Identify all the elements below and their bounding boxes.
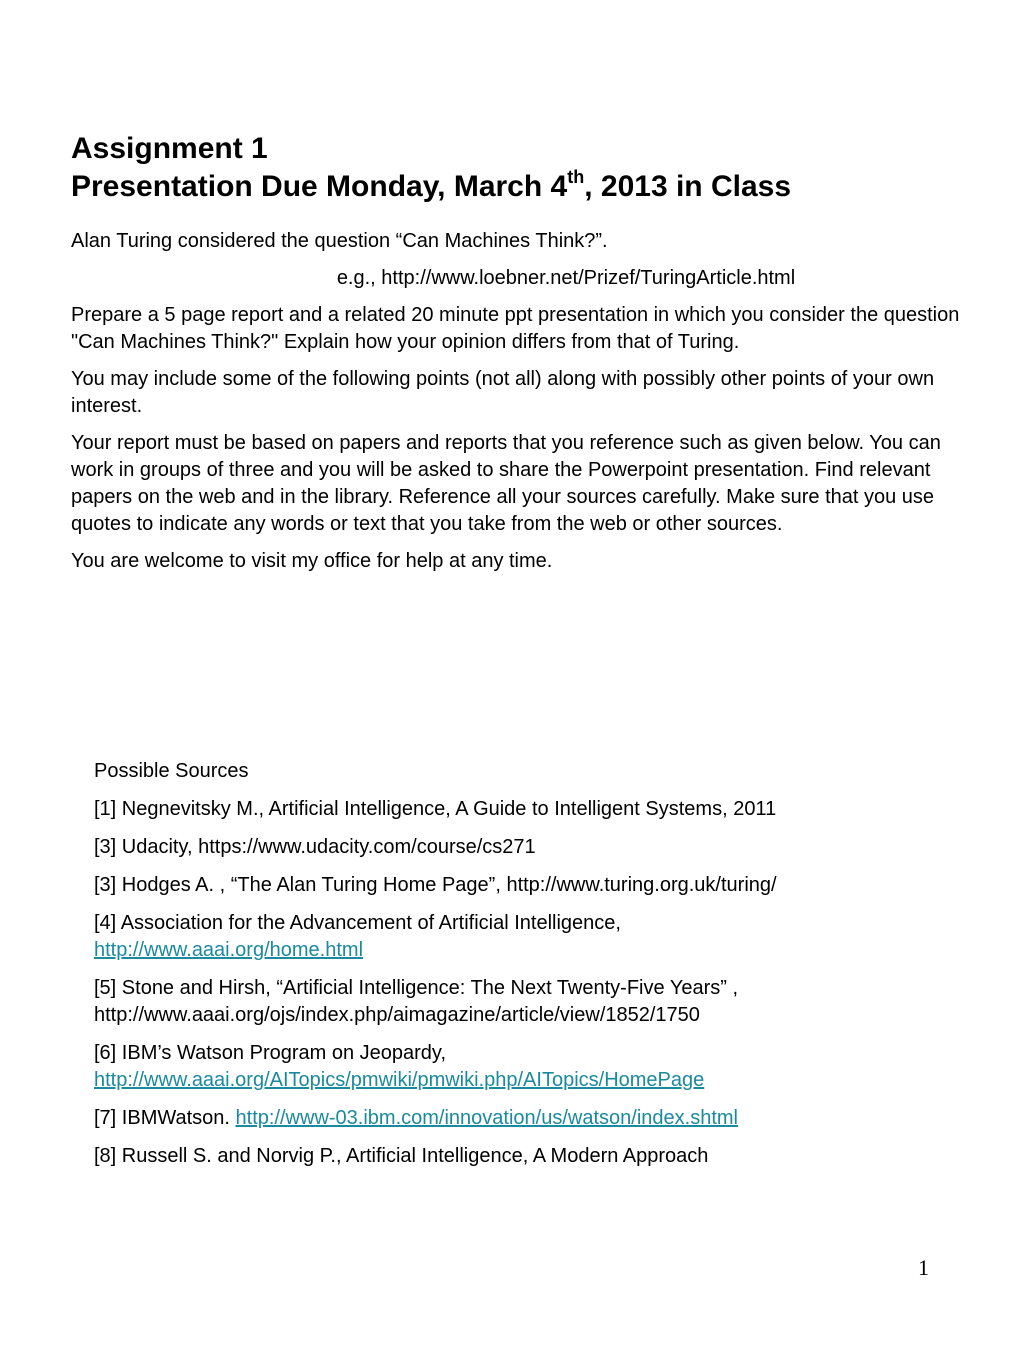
assignment-title bbox=[71, 130, 971, 168]
assignment-title-text: Assignment 1 bbox=[71, 132, 268, 165]
source-item-8: [8] Russell S. and Norvig P., Artificial Intelligence, A Modern Approach bbox=[94, 1145, 709, 1167]
source-item-4 bbox=[94, 910, 954, 964]
assignment-body bbox=[71, 228, 971, 585]
source-item-6-link[interactable]: http://www.aaai.org/AITopics/pmwiki/pmwiki.php/AITopics/HomePage bbox=[94, 1069, 705, 1091]
page-number: 1 bbox=[918, 1255, 929, 1280]
source-item-3-udacity: [3] Udacity, https://www.udacity.com/course/cs271 bbox=[94, 836, 536, 858]
source-item-3-hodges: [3] Hodges A. , “The Alan Turing Home Page”, http://www.turing.org.uk/turing/ bbox=[94, 874, 777, 896]
intro-paragraph: Alan Turing considered the question “Can Machines Think?”. bbox=[71, 230, 608, 252]
prepare-paragraph: Prepare a 5 page report and a related 20 minute ppt presentation in which you consider the question "Can Machines Think?" Explain how your opinion differs from that of Turing. bbox=[71, 304, 960, 353]
points-paragraph: You may include some of the following points (not all) along with possibly other points of your own interest. bbox=[71, 368, 935, 417]
source-item-5 bbox=[94, 975, 954, 1029]
source-item-4-link[interactable]: http://www.aaai.org/home.html bbox=[94, 939, 364, 961]
source-item-5-url: http://www.aaai.org/ojs/index.php/aimagazine/article/view/1852/1750 bbox=[94, 1004, 700, 1026]
due-date-title-before: Presentation Due Monday, March 4 bbox=[71, 170, 568, 203]
source-item-6 bbox=[94, 1040, 954, 1094]
due-date-title-after: , 2013 in Class bbox=[584, 170, 792, 203]
source-item-4-text: [4] Association for the Advancement of Artificial Intelligence, bbox=[94, 912, 621, 934]
source-item-7-text: [7] IBMWatson. bbox=[94, 1107, 230, 1129]
source-item-6-text: [6] IBM’s Watson Program on Jeopardy, bbox=[94, 1042, 447, 1064]
example-url-paragraph: e.g., http://www.loebner.net/Prizef/TuringArticle.html bbox=[336, 267, 796, 289]
source-item-5-text: [5] Stone and Hirsh, “Artificial Intelligence: The Next Twenty-Five Years” , bbox=[94, 977, 739, 999]
due-date-title bbox=[71, 168, 971, 206]
due-date-superscript: th bbox=[567, 167, 585, 187]
welcome-paragraph: You are welcome to visit my office for help at any time. bbox=[71, 550, 553, 572]
report-paragraph: Your report must be based on papers and reports that you reference such as given below. You can work in groups of three and you will be asked to share the Powerpoint presentation. Find relevant papers on the web and in the library. Reference all your sources carefully. Make sure that you use quotes to indicate any words or text that you take from the web or other sources. bbox=[71, 432, 941, 535]
source-item-7-link[interactable]: http://www-03.ibm.com/innovation/us/watson/index.shtml bbox=[235, 1107, 738, 1129]
source-item-1: [1] Negnevitsky M., Artificial Intelligence, A Guide to Intelligent Systems, 2011 bbox=[94, 798, 777, 820]
sources-list bbox=[94, 758, 954, 1181]
title-block bbox=[71, 130, 971, 206]
sources-heading: Possible Sources bbox=[94, 760, 249, 782]
source-item-7 bbox=[94, 1105, 954, 1132]
